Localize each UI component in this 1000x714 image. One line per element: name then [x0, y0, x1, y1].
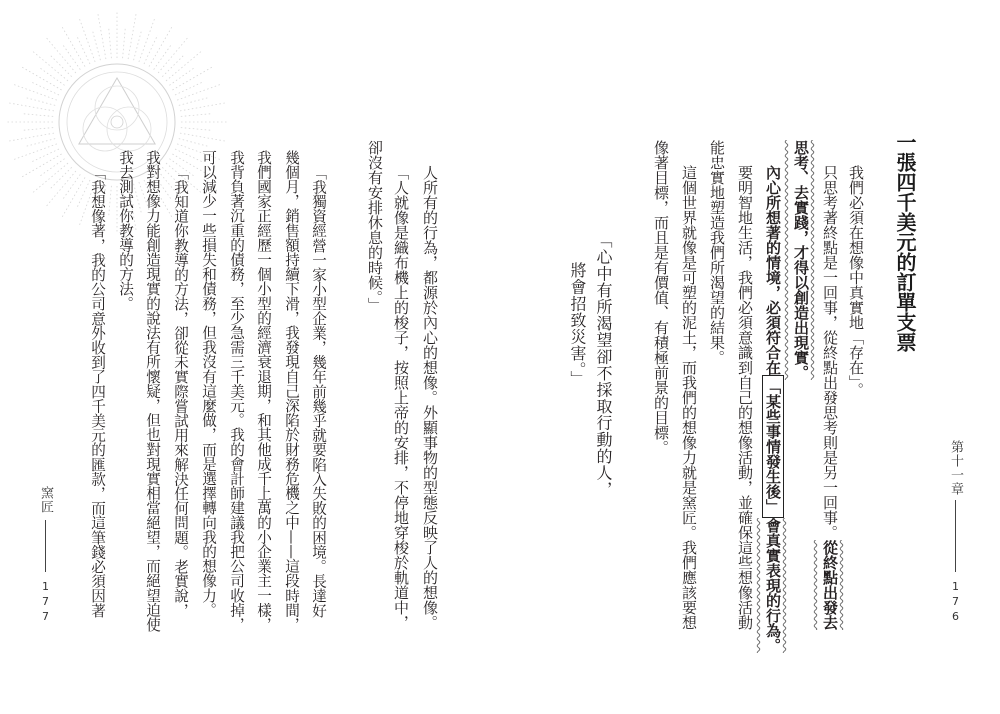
emphasized-text: 會真實表現的行為。 [764, 518, 782, 653]
body-line: 人所有的行為，都源於內心的想像。外顯事物的型態反映了人的想像。 [421, 165, 439, 630]
chapter-label: 第十一章 [948, 440, 963, 496]
story-line: 我對想像力能創造現實的說法有所懷疑，但也對現實相當絕望，而絕望迫使 [144, 150, 161, 632]
section-title: 一張四千美元的訂單支票 [893, 132, 917, 352]
body-line [651, 140, 671, 455]
right-page [500, 0, 1000, 714]
emphasized-text: 從終點出發去 [821, 540, 839, 630]
quote-line: 「心中有所渴望卻不採取行動的人， [594, 232, 613, 498]
emphasized-text: 思考、去實踐，才得以創造出現實。 [792, 140, 810, 380]
body-line [707, 140, 727, 365]
body-text: 要明智地生活，我們必須意識到自己的想像活動，並確保這些想像活動 [736, 165, 754, 630]
body-line [791, 140, 811, 380]
quote-line: 將會招致災害。」 [568, 262, 587, 387]
story-line: 我去測試你教導的方法。 [117, 150, 134, 311]
story-line: 我背負著沉重的債務，至少急需三千美元。我的會計師建議我把公司收掉， [228, 150, 245, 632]
body-line [763, 165, 783, 653]
body-line [820, 165, 840, 630]
body-text: 我們必須在想像中真實地「存在」。 [847, 165, 865, 398]
body-line: 「人就像是織布機上的梭子，按照上帝的安排，不停地穿梭於軌道中， [392, 165, 410, 630]
footer-rule [955, 500, 956, 572]
body-line [846, 165, 866, 398]
boxed-emphasis: 「某些事情發生後」 [762, 375, 784, 518]
story-line: 可以減少一些損失和債務，但我沒有這麼做，而是選擇轉向我的想像力。 [200, 150, 217, 618]
body-line [679, 165, 699, 630]
footer-rule [45, 520, 46, 572]
story-line: 「我想像著，我的公司意外收到了四千美元的匯款，而這筆錢必須因著 [89, 165, 106, 618]
page-number: 177 [39, 580, 52, 625]
page-number: 176 [949, 580, 962, 625]
story-line: 「我獨資經營一家小型企業，幾年前幾乎就要陷入失敗的困境。長達好 [310, 165, 327, 618]
running-head: 窯匠 [38, 486, 53, 514]
story-line: 「我知道你教導的方法，卻從未實際嘗試用來解決任何問題。老實說， [172, 165, 189, 618]
body-text: 這個世界就像是可塑的泥土，而我們的想像力就是窯匠。我們應該要想 [680, 165, 698, 630]
body-line: 卻沒有安排休息的時候。」 [366, 140, 384, 313]
emphasized-text: 內心所想著的情境，必須符合在 [764, 165, 782, 375]
story-line: 幾個月，銷售額持續下滑，我發現自己深陷於財務危機之中——這段時間， [283, 150, 300, 632]
story-line: 我們國家正經歷一個小型的經濟衰退期，和其他成千上萬的小企業主一樣， [255, 150, 272, 632]
body-text: 能忠實地塑造我們所渴望的結果。 [708, 140, 726, 365]
body-text: 像著目標，而且是有價值、有積極前景的目標。 [652, 140, 670, 455]
body-text: 只思考著終點是一回事，從終點出發思考則是另一回事。 [821, 165, 839, 540]
body-line [735, 165, 755, 630]
